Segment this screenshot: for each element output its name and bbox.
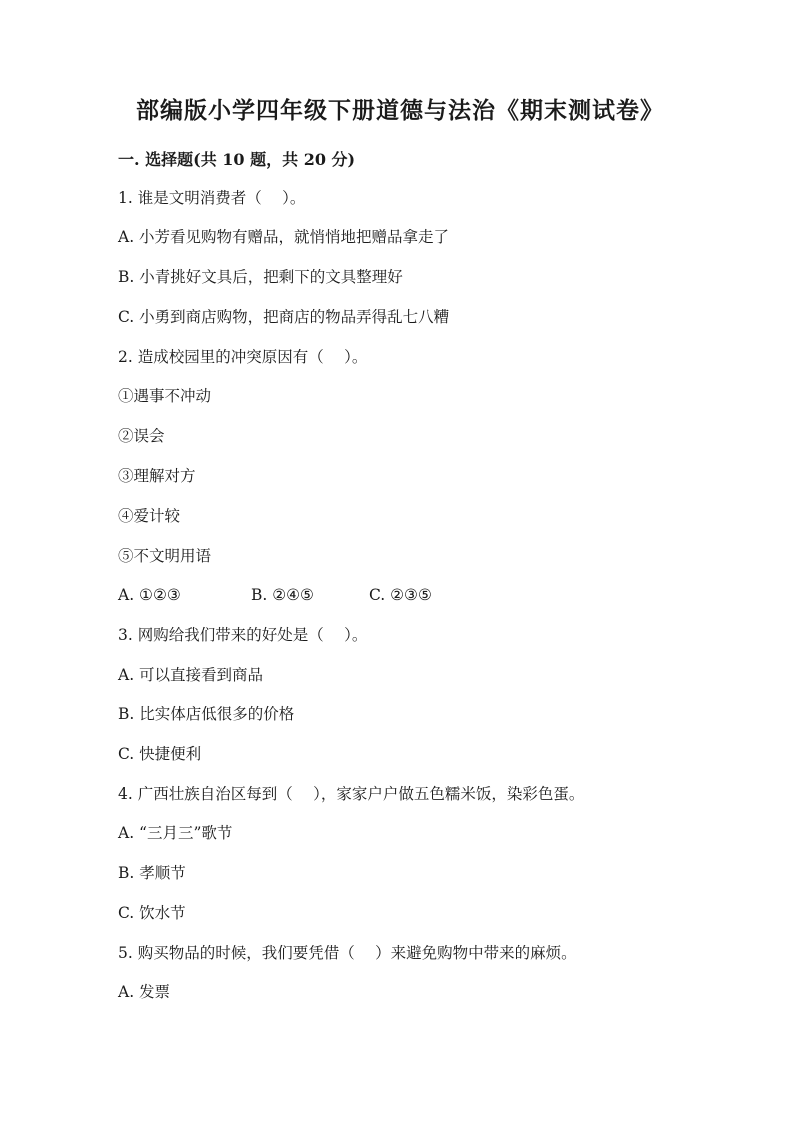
question-4-stem: 4. 广西壮族自治区每到（ ），家家户户做五色糯米饭，染彩色蛋。 (118, 785, 585, 803)
question-1-option-a: A. 小芳看见购物有赠品，就悄悄地把赠品拿走了 (118, 228, 450, 246)
question-2-item-5: ⑤不文明用语 (118, 547, 212, 565)
question-5-option-a: A. 发票 (118, 983, 171, 1001)
question-3-option-c: C. 快捷便利 (118, 745, 202, 763)
question-2-option-b: B. ②④⑤ (251, 586, 314, 604)
question-2-stem: 2. 造成校园里的冲突原因有（ ）。 (118, 348, 368, 366)
question-4-option-c: C. 饮水节 (118, 904, 186, 922)
page-title: 部编版小学四年级下册道德与法治《期末测试卷》 (136, 97, 664, 124)
question-2-item-1: ①遇事不冲动 (118, 387, 212, 405)
section-heading: 一. 选择题(共 10 题，共 20 分) (118, 150, 356, 169)
question-3-option-b: B. 比实体店低很多的价格 (118, 705, 295, 723)
question-2-option-c: C. ②③⑤ (369, 586, 432, 604)
question-3-option-a: A. 可以直接看到商品 (118, 666, 264, 684)
question-2-item-3: ③理解对方 (118, 467, 196, 485)
question-2-option-a: A. ①②③ (118, 586, 181, 604)
question-2-item-2: ②误会 (118, 427, 165, 445)
question-1-option-c: C. 小勇到商店购物，把商店的物品弄得乱七八糟 (118, 308, 450, 326)
question-1-stem: 1. 谁是文明消费者（ ）。 (118, 189, 306, 207)
question-3-stem: 3. 网购给我们带来的好处是（ ）。 (118, 626, 368, 644)
question-2-options (118, 585, 518, 605)
question-4-option-b: B. 孝顺节 (118, 864, 186, 882)
question-1-option-b: B. 小青挑好文具后，把剩下的文具整理好 (118, 268, 403, 286)
question-5-stem: 5. 购买物品的时候，我们要凭借（ ）来避免购物中带来的麻烦。 (118, 944, 577, 962)
question-2-item-4: ④爱计较 (118, 507, 181, 525)
question-4-option-a: A. “三月三”歌节 (118, 824, 233, 842)
